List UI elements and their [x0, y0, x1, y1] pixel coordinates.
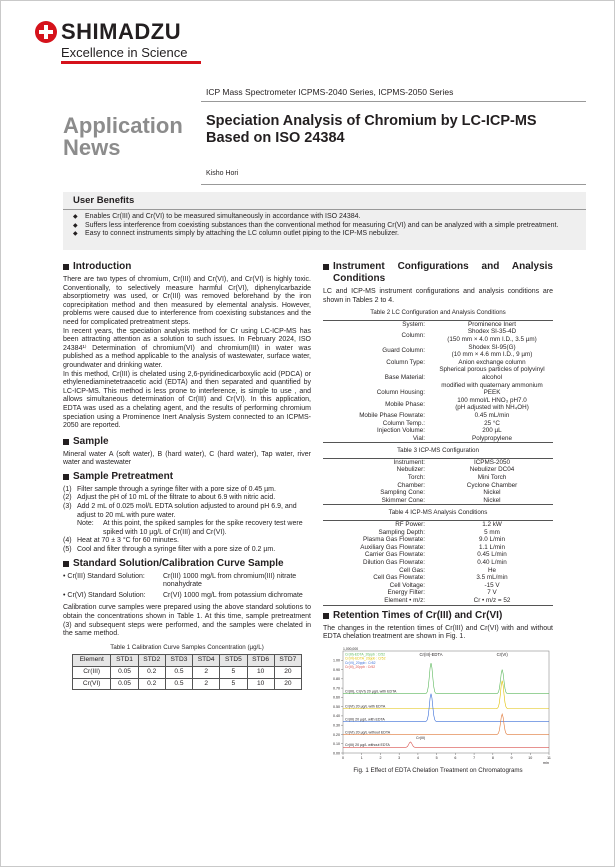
section-square-icon: [63, 561, 69, 567]
table-row: [73, 678, 302, 690]
peak-label: Cr(III)-EDTA: [419, 651, 443, 657]
x-tick-label: 2: [379, 755, 382, 760]
right-column: [323, 259, 553, 775]
app-line1: Application: [63, 113, 183, 138]
table-row: [323, 412, 553, 420]
introduction-heading: Introduction: [63, 261, 311, 273]
author: Kisho Hori: [206, 170, 239, 177]
table-key: Vial:: [412, 434, 425, 442]
table-row: [323, 536, 553, 544]
series-label: Cr(VI) 20 µg/L with EDTA: [345, 704, 386, 709]
x-tick-label: 3: [398, 755, 401, 760]
section-square-icon: [323, 264, 329, 270]
table-value: 200 µL: [482, 427, 502, 435]
standard-solution-heading: Standard Solution/Calibration Curve Sample: [63, 558, 311, 570]
table-value: Shodex SI-95(G) (10 mm × 4.6 mm I.D., 9 µm): [451, 343, 533, 359]
sample-heading: Sample: [63, 436, 311, 448]
table-key: Guard Column:: [382, 347, 425, 355]
benefit-item: ◆ Enables Cr(III) and Cr(VI) to be measured simultaneously in accordance with ISO 24384.: [73, 213, 576, 222]
table-row: [323, 389, 553, 397]
lc-config-table: [323, 320, 553, 444]
table-header-cell: STD3: [165, 655, 192, 667]
table-row: [323, 482, 553, 490]
retention-heading: Retention Times of Cr(III) and Cr(VI): [323, 610, 553, 622]
y-tick-label: 0.10: [333, 741, 340, 746]
table-value: 9.0 L/min: [479, 536, 505, 544]
table-key: Carrier Gas Flowrate:: [364, 551, 425, 559]
pretreatment-heading: Sample Pretreatment: [63, 471, 311, 483]
table-row: [323, 582, 553, 590]
page-title: [206, 113, 586, 147]
brand: [35, 19, 181, 45]
table-header-cell: STD1: [111, 655, 138, 667]
table-row: [73, 666, 302, 678]
benefits-list: [73, 213, 576, 239]
benefit-item: ◆ Suffers less interference from coexisting substances than the conventional method for measuring Cr(VI) and can be analyzed with a simple pretreatment.: [73, 222, 576, 231]
table-value: -15 V: [484, 581, 500, 589]
table-value: 25 °C: [484, 419, 500, 427]
brand-tagline: Excellence in Science: [61, 45, 188, 60]
table-value: 1.1 L/min: [479, 543, 505, 551]
table-key: Dilution Gas Flowrate:: [363, 559, 425, 566]
standard-solution-row: • Cr(III) Standard Solution: Cr(III) 1000 mg/L from chromium(III) nitrate nonahydrate: [63, 572, 297, 589]
table-row: [323, 320, 553, 328]
pretreatment-step: (1) Filter sample through a syringe filter with a pore size of 0.45 µm.: [63, 485, 276, 493]
x-tick-label: 1: [360, 755, 363, 760]
benefit-item: ◆ Easy to connect instruments simply by attaching the LC column outlet piping to the ICP-MS nebulizer.: [73, 230, 576, 239]
table-row: [323, 359, 553, 367]
instrument-heading: Instrument Configurations and Analysis Conditions: [323, 261, 553, 285]
table-value: 5 mm: [484, 528, 500, 536]
table-header-cell: STD6: [247, 655, 274, 667]
table-value: Spherical porous particles of polyvinyl alcohol modified with quaternary ammonium: [439, 366, 545, 389]
x-tick-label: 8: [491, 755, 494, 760]
table-value: Nickel: [483, 496, 501, 504]
table-value: 0.40 L/min: [477, 559, 507, 566]
author-divider: [201, 184, 586, 185]
table-value: Nickel: [483, 489, 501, 497]
table-value: He: [487, 566, 497, 574]
inline-peak-label: Cr(III): [416, 735, 426, 740]
table-row: [323, 397, 553, 412]
retention-text: The changes in the retention times of Cr(III) and Cr(VI) with and without EDTA chelation treatment are shown in Fig. 1.: [323, 624, 553, 641]
left-column: [63, 259, 311, 690]
intro-paragraph: In recent years, the speciation analysis method for Cr using LC-ICP-MS has been attracting attention as a solution to such issues. In February 2024, ISO 24384¹⁾ Determination of chromium(VI) and chromium(III) in water was published as a method applicable to the analysis of wastewater, surface water, groundwater and drinking water.: [63, 327, 311, 369]
legend-entry: Cr(VI)_20ppb : Cr52: [345, 660, 376, 665]
table-key: Chamber:: [397, 481, 425, 489]
table-cell: 5: [220, 678, 247, 690]
pretreatment-step: (5) Cool and filter through a syringe filter with a pore size of 0.2 µm.: [63, 546, 276, 554]
application-news-label: [63, 115, 183, 159]
table-row: [323, 489, 553, 497]
section-square-icon: [323, 613, 329, 619]
pretreatment-step: (2) Adjust the pH of 10 mL of the filtrate to about 6.9 with nitric acid.: [63, 494, 276, 502]
table-cell: 20: [274, 666, 301, 678]
table-value: 0.45 mL/min: [474, 411, 510, 419]
table-key: Element • m/z:: [384, 596, 425, 604]
table-header-cell: STD4: [193, 655, 220, 667]
table-cell: 0.5: [165, 678, 192, 690]
series-label: Cr(VI) 20 µg/L without EDTA: [345, 730, 391, 735]
table-key: Column:: [401, 332, 425, 340]
pretreatment-step: (3) Add 2 mL of 0.025 mol/L EDTA solution adjusted to around pH 6.9, and adjust to 20 mL with pure water.: [63, 503, 297, 519]
table-row: [323, 497, 553, 505]
y-tick-label: 1.00: [333, 658, 340, 663]
legend-entry: Cr(III)_20ppb : Cr52: [345, 664, 376, 669]
calibration-table: [72, 654, 302, 690]
table-row: [323, 559, 553, 567]
x-tick-label: 5: [435, 755, 438, 760]
table-cell: 5: [220, 666, 247, 678]
table-key: Sampling Cone:: [380, 489, 425, 497]
y-tick-label: 0.70: [333, 686, 340, 691]
y-tick-label: 0.40: [333, 713, 340, 718]
user-benefits-box: [63, 192, 586, 250]
table-key: Column Housing:: [376, 389, 425, 397]
chromatogram-svg: [323, 645, 553, 765]
table-cell: 0.5: [165, 666, 192, 678]
y-tick-label: 0.80: [333, 676, 340, 681]
table-row: [323, 328, 553, 343]
table-header-cell: STD5: [220, 655, 247, 667]
y-tick-label: 0.20: [333, 732, 340, 737]
pretreatment-steps-cont: [63, 537, 311, 554]
pretreatment-step: (4) Heat at 70 ± 3 °C for 60 minutes.: [63, 537, 179, 545]
table-value: PEEK: [483, 389, 501, 397]
tagline-underline: [61, 61, 201, 64]
calibration-text: Calibration curve samples were prepared using the above standard solutions to obtain the concentrations shown in Table 1. At this time, sample pretreatment (3) and subsequent steps were performed, and the samples were chelated in the same method.: [63, 604, 311, 638]
table-header-cell: STD7: [274, 655, 301, 667]
table-cell: 0.2: [138, 666, 165, 678]
table-key: Plasma Gas Flowrate:: [363, 536, 425, 544]
table-row: [323, 458, 553, 466]
table-cell: 0.05: [111, 666, 138, 678]
table-row: [323, 521, 553, 529]
y-tick-label: 0.50: [333, 704, 340, 709]
table-row: [323, 551, 553, 559]
series-line: ICP Mass Spectrometer ICPMS-2040 Series, ICPMS-2050 Series: [206, 87, 454, 97]
standard-solution-row: • Cr(VI) Standard Solution: Cr(VI) 1000 mg/L from potassium dichromate: [63, 591, 303, 599]
table-key: Column Temp.:: [382, 419, 425, 427]
table-value: 3.5 mL/min: [476, 574, 508, 582]
table-cell: 2: [193, 666, 220, 678]
table-row: [323, 474, 553, 482]
table-key: Auxiliary Gas Flowrate:: [360, 543, 425, 551]
table-value: Mini Torch: [477, 474, 507, 482]
y-tick-label: 0.00: [333, 751, 340, 756]
icpms-config-table: [323, 458, 553, 506]
table2-caption: Table 2 LC Configuration and Analysis Conditions: [370, 309, 506, 317]
intro-paragraph: There are two types of chromium, Cr(III) and Cr(VI), and Cr(VI) is highly toxic. Conventionally, to selectively measure harmful Cr(VI), diphenylcarbazide absorptiometry was used, or Cr(III) was removed beforehand by the iron coprecipitation method and then measured by elemental analysis. However, problems were caused due to interference from coexisting substances and the need for complicated pretreatment steps.: [63, 276, 311, 326]
table-cell: 10: [247, 666, 274, 678]
table-key: RF Power:: [395, 521, 425, 529]
shimadzu-logo-icon: [35, 21, 57, 43]
x-tick-label: 6: [454, 755, 457, 760]
table-value: Polypropylene: [472, 434, 512, 442]
section-square-icon: [63, 439, 69, 445]
y-tick-label: 0.30: [333, 723, 340, 728]
table-cell: 0.05: [111, 678, 138, 690]
table-row: [323, 544, 553, 552]
intro-paragraph: In this method, Cr(III) is chelated using 2,6-pyridinedicarboxylic acid (PDCA) or ethylenediaminetetraacetic acid (EDTA) and then separated and quantified by LC-ICP-MS. This method is less prone to interference, is simple to use , and allows simultaneous determination of Cr(III) and Cr(VI). In this application, EDTA was used as a chelating agent, and the results of performing chromium speciation using a Prominence Inert Analysis System connected to an ICPMS-2050 are reported.: [63, 370, 311, 430]
app-line2: News: [63, 135, 121, 160]
title-line2: Based on ISO 24384: [206, 130, 345, 146]
table-value: 0.45 L/min: [477, 551, 507, 559]
x-axis-label: min: [542, 760, 549, 765]
table-row: [323, 597, 553, 605]
legend-entry: Cr(III)-EDTA_20ppb : Cr52: [345, 652, 386, 657]
x-tick-label: 4: [416, 755, 419, 760]
table-key: Skimmer Cone:: [381, 496, 425, 504]
table-row: [323, 589, 553, 597]
series-label: Cr(III) 20 µg/L with EDTA: [345, 717, 385, 722]
table-row: [323, 574, 553, 582]
table-row: [323, 466, 553, 474]
header-divider: [201, 101, 586, 102]
table-row: [323, 344, 553, 359]
table-key: Column Type:: [386, 358, 425, 366]
table-key: Sampling Depth:: [378, 528, 425, 536]
table-value: Nebulizer DC04: [469, 466, 515, 474]
y-tick-label: 0.90: [333, 667, 340, 672]
pretreatment-note: Note: At this point, the spiked samples for the spike recovery test were spiked with 10 µg/L of Cr(III) and Cr(VI).: [77, 520, 303, 536]
table-cell: Cr(VI): [73, 678, 111, 690]
x-tick-label: 0: [342, 755, 344, 760]
series-label: Cr(III), Cr(VI) 20 µg/L with EDTA: [345, 689, 397, 694]
table-value: 7 V: [487, 589, 497, 597]
table-key: Injection Volume:: [377, 427, 425, 435]
table-row: [323, 567, 553, 575]
x-tick-label: 11: [547, 755, 551, 760]
legend-entry: Cr(VI)-EDTA_20ppb : Cr52: [345, 656, 386, 661]
benefits-divider: [63, 209, 586, 210]
table-cell: 2: [193, 678, 220, 690]
table-header-cell: Element: [73, 655, 111, 667]
y-multiplier-label: 1,000,000: [343, 646, 359, 651]
series-label: Cr(III) 20 µg/L without EDTA: [345, 742, 390, 747]
figure1-caption: Fig. 1 Effect of EDTA Chelation Treatment on Chromatograms: [353, 766, 523, 774]
table-key: Cell Gas:: [399, 566, 425, 574]
title-line1: Speciation Analysis of Chromium by LC-ICP-MS: [206, 113, 537, 129]
table-cell: 20: [274, 678, 301, 690]
table-key: Energy Filter:: [387, 589, 425, 597]
sample-text: Mineral water A (soft water), B (hard water), C (hard water), Tap water, river water and wastewater: [63, 450, 311, 467]
y-tick-label: 0.60: [333, 695, 340, 700]
table4-caption: Table 4 ICP-MS Analysis Conditions: [388, 509, 488, 517]
chromatogram-chart: [323, 645, 553, 765]
table-key: Mobile Phase Flowrate:: [359, 411, 425, 419]
table-key: Cell Gas Flowrate:: [373, 574, 425, 582]
table-cell: 0.2: [138, 678, 165, 690]
table-row: [323, 529, 553, 537]
x-tick-label: 9: [510, 755, 513, 760]
table-key: System:: [402, 320, 425, 328]
section-square-icon: [63, 474, 69, 480]
table-value: Anion exchange column: [458, 358, 526, 366]
brand-name: SHIMADZU: [61, 19, 182, 44]
table-value: Cyclone Chamber: [466, 481, 518, 489]
table-row: [323, 366, 553, 389]
peak-label: Cr(VI): [496, 651, 508, 657]
table-value: Cr • m/z = 52: [473, 596, 511, 604]
x-tick-label: 10: [528, 755, 533, 760]
table-row: [323, 420, 553, 428]
section-square-icon: [63, 264, 69, 270]
icpms-conditions-table: [323, 520, 553, 606]
table-header-cell: STD2: [138, 655, 165, 667]
table-value: ICPMS-2050: [473, 458, 511, 466]
table-value: 100 mmol/L HNO₃ pH7.0 (pH adjusted with NH₄OH): [455, 396, 529, 412]
table-value: 1.2 kW: [482, 521, 502, 529]
table-value: Shodex SI-35-4D (150 mm × 4.0 mm I.D., 3.5 µm): [447, 328, 537, 343]
table-cell: 10: [247, 678, 274, 690]
pretreatment-steps: [63, 486, 311, 520]
table3-caption: Table 3 ICP-MS Configuration: [397, 447, 479, 455]
x-tick-label: 7: [473, 755, 476, 760]
table-cell: Cr(III): [73, 666, 111, 678]
instrument-text: LC and ICP-MS instrument configurations and analysis conditions are shown in Tables 2 to 4.: [323, 288, 553, 304]
table-row: [323, 435, 553, 443]
table-value: Prominence Inert: [468, 320, 516, 328]
table-key: Cell Voltage:: [389, 581, 425, 589]
table-key: Base Material:: [384, 373, 425, 381]
table-key: Instrument:: [393, 458, 425, 466]
table1-caption: Table 1 Calibration Curve Samples Concentration (µg/L): [110, 643, 264, 651]
table-key: Torch:: [407, 474, 425, 482]
table-key: Nebulizer:: [396, 466, 425, 474]
user-benefits-heading: User Benefits: [73, 195, 135, 206]
table-row: [323, 427, 553, 435]
table-key: Mobile Phase:: [385, 400, 425, 408]
